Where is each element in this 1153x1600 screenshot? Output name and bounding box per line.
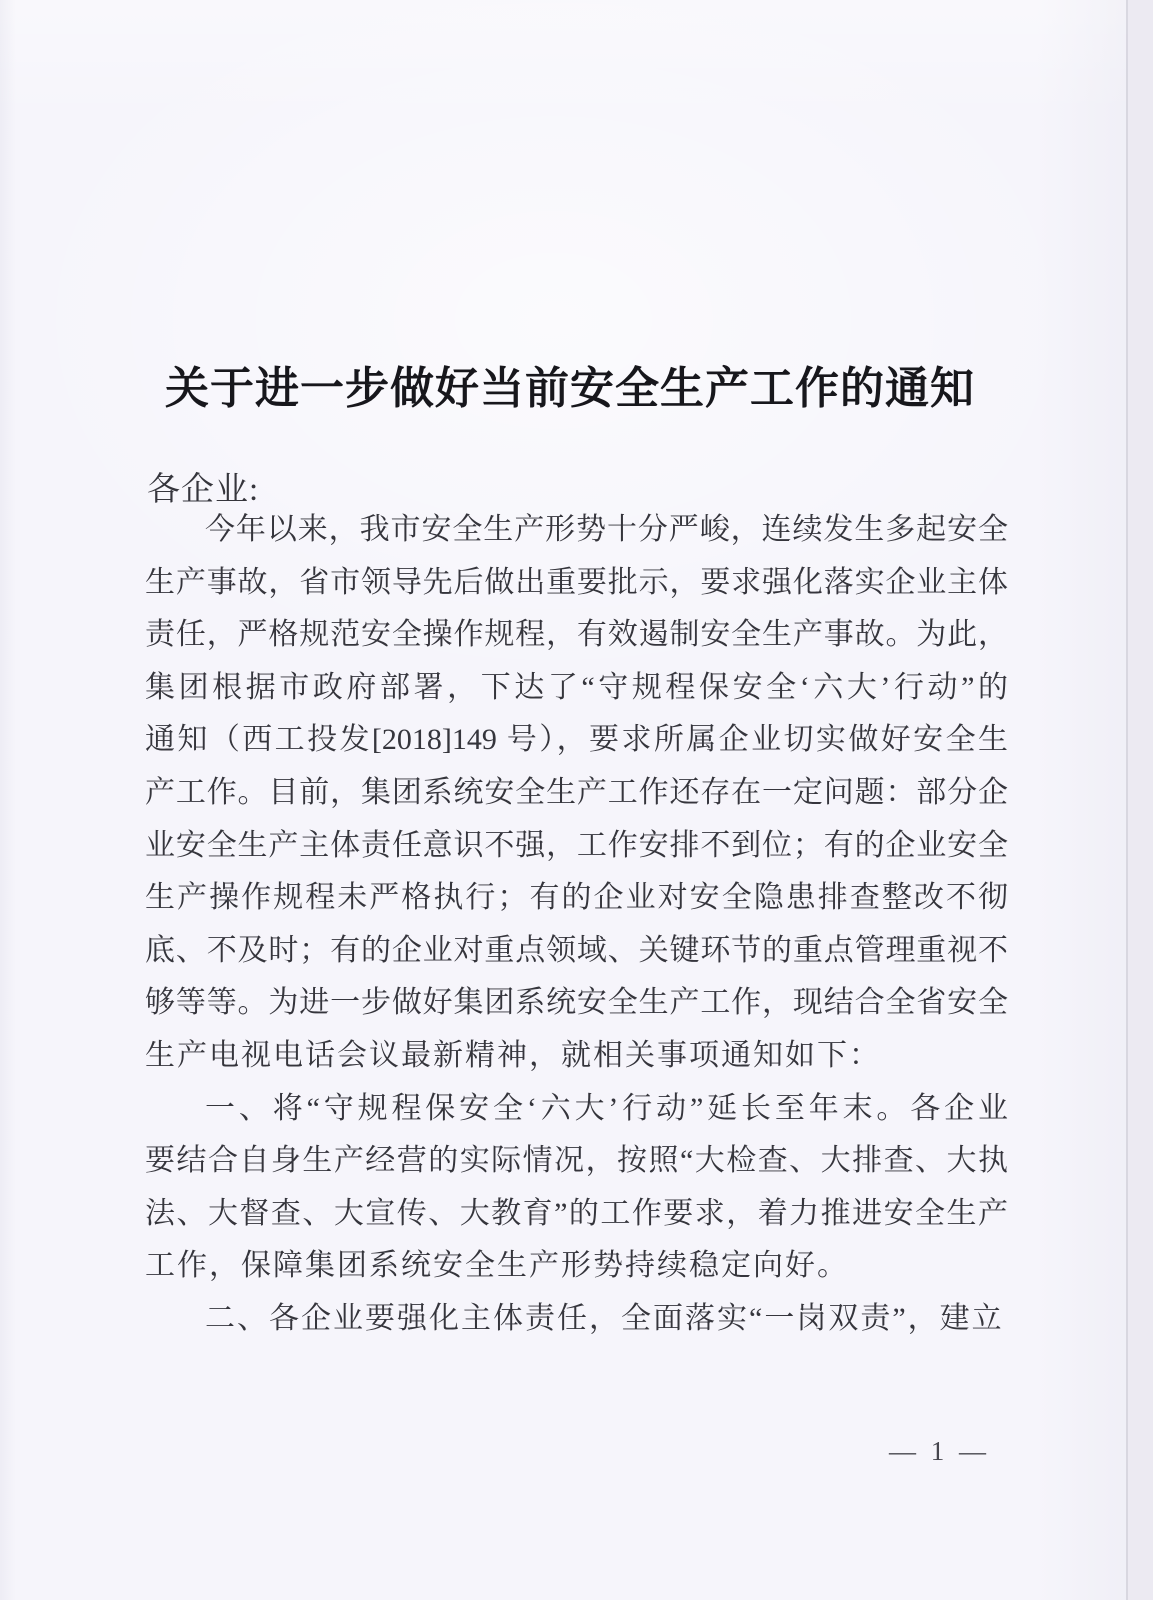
body-line: 够等等。为进一步做好集团系统安全生产工作，现结合全省安全 — [145, 986, 1008, 1020]
scanner-background-strip — [1128, 0, 1153, 1600]
body-line: 集团根据市政府部署，下达了“守规程保安全‘六大’行动”的 — [145, 670, 1008, 704]
document-body — [145, 504, 1008, 1346]
body-line: 业安全生产主体责任意识不强，工作安排不到位；有的企业安全 — [145, 828, 1008, 862]
body-line: 法、大督查、大宣传、大教育”的工作要求，着力推进安全生产 — [145, 1196, 1008, 1230]
body-line: 责任，严格规范安全操作规程，有效遏制安全生产事故。为此， — [145, 618, 1008, 652]
body-line: 二、各企业要强化主体责任，全面落实“一岗双责”，建立 — [205, 1301, 1004, 1335]
body-line: 工作，保障集团系统安全生产形势持续稳定向好。 — [145, 1249, 849, 1283]
document-title: 关于进一步做好当前安全生产工作的通知 — [165, 364, 975, 413]
body-line: 生产事故，省市领导先后做出重要批示，要求强化落实企业主体 — [145, 565, 1008, 599]
body-line: 要结合自身生产经营的实际情况，按照“大检查、大排查、大执 — [145, 1144, 1008, 1178]
page-number: — 1 — — [889, 1436, 990, 1466]
salutation: 各企业: — [147, 472, 260, 508]
body-line: 生产操作规程未严格执行；有的企业对安全隐患排查整改不彻 — [145, 881, 1008, 915]
body-line: 产工作。目前，集团系统安全生产工作还存在一定问题：部分企 — [145, 775, 1008, 809]
paragraph-item-one — [145, 1083, 1008, 1293]
paragraph-item-two — [145, 1293, 1008, 1346]
paragraph-intro — [145, 504, 1008, 1083]
body-line: 一、将“守规程保安全‘六大’行动”延长至年末。各企业 — [205, 1091, 1008, 1125]
body-line: 今年以来，我市安全生产形势十分严峻，连续发生多起安全 — [205, 513, 1008, 546]
body-line: 生产电视电话会议最新精神，就相关事项通知如下： — [145, 1038, 881, 1072]
body-line: 通知（西工投发[2018]149 号），要求所属企业切实做好安全生 — [145, 723, 1008, 757]
scan-shading — [1036, 0, 1126, 1600]
body-line: 底、不及时；有的企业对重点领域、关键环节的重点管理重视不 — [145, 933, 1008, 967]
